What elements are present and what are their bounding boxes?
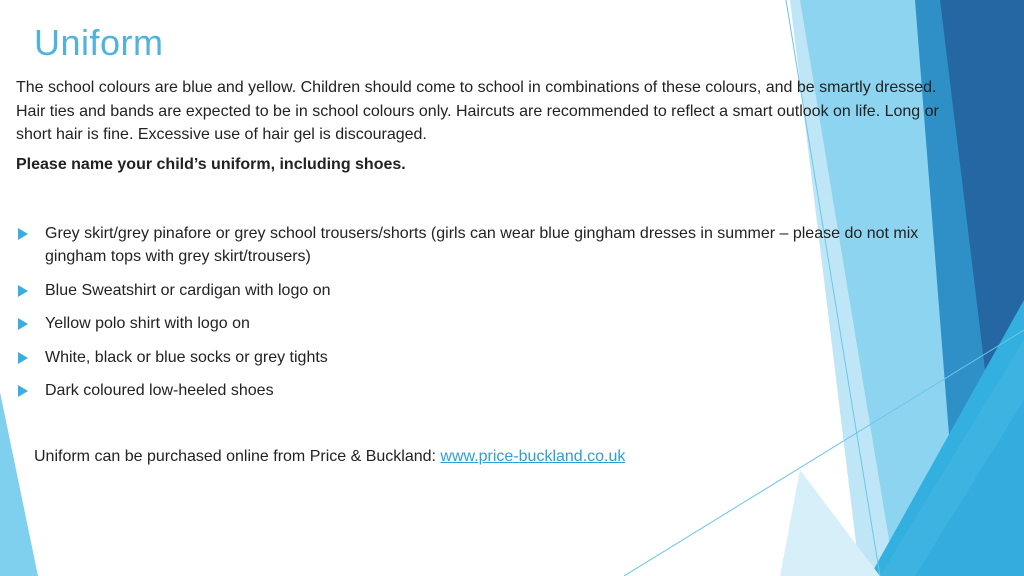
triangle-bullet-icon	[18, 352, 28, 364]
list-item-text: Grey skirt/grey pinafore or grey school trousers/shorts (girls can wear blue gingham dresses in summer – please do not mix gingham tops with grey skirt/trousers)	[45, 225, 919, 265]
list-item	[16, 222, 946, 268]
uniform-list	[16, 222, 946, 413]
supplier-link[interactable]: www.price-buckland.co.uk	[440, 448, 626, 465]
list-item	[16, 312, 946, 335]
left-accent-shape	[0, 392, 38, 576]
list-item	[16, 279, 946, 302]
list-item	[16, 379, 946, 402]
list-item-text: Yellow polo shirt with logo on	[45, 315, 250, 332]
triangle-bullet-icon	[18, 228, 28, 240]
triangle-bullet-icon	[18, 385, 28, 397]
purchase-footer	[34, 448, 625, 466]
triangle-bullet-icon	[18, 318, 28, 330]
list-item-text: White, black or blue socks or grey tights	[45, 348, 328, 366]
footer-text: Uniform can be purchased online from Price & Buckland:	[34, 448, 441, 465]
intro-paragraph: The school colours are blue and yellow. Children should come to school in combinations of these colours, and be smartly dressed. Hair ties and bands are expected to be in school colours only. Haircuts are recommended to reflect a smart outlook on life. Long or short hair is fine. Excessive use of hair gel is discouraged.	[16, 79, 939, 143]
list-item-text: Dark coloured low-heeled shoes	[45, 382, 274, 399]
slide-title: Uniform	[34, 22, 164, 63]
triangle-bullet-icon	[18, 285, 28, 297]
naming-note: Please name your child’s uniform, including shoes.	[16, 156, 406, 173]
list-item-text: Blue Sweatshirt or cardigan with logo on	[45, 281, 331, 299]
list-item	[16, 346, 946, 369]
